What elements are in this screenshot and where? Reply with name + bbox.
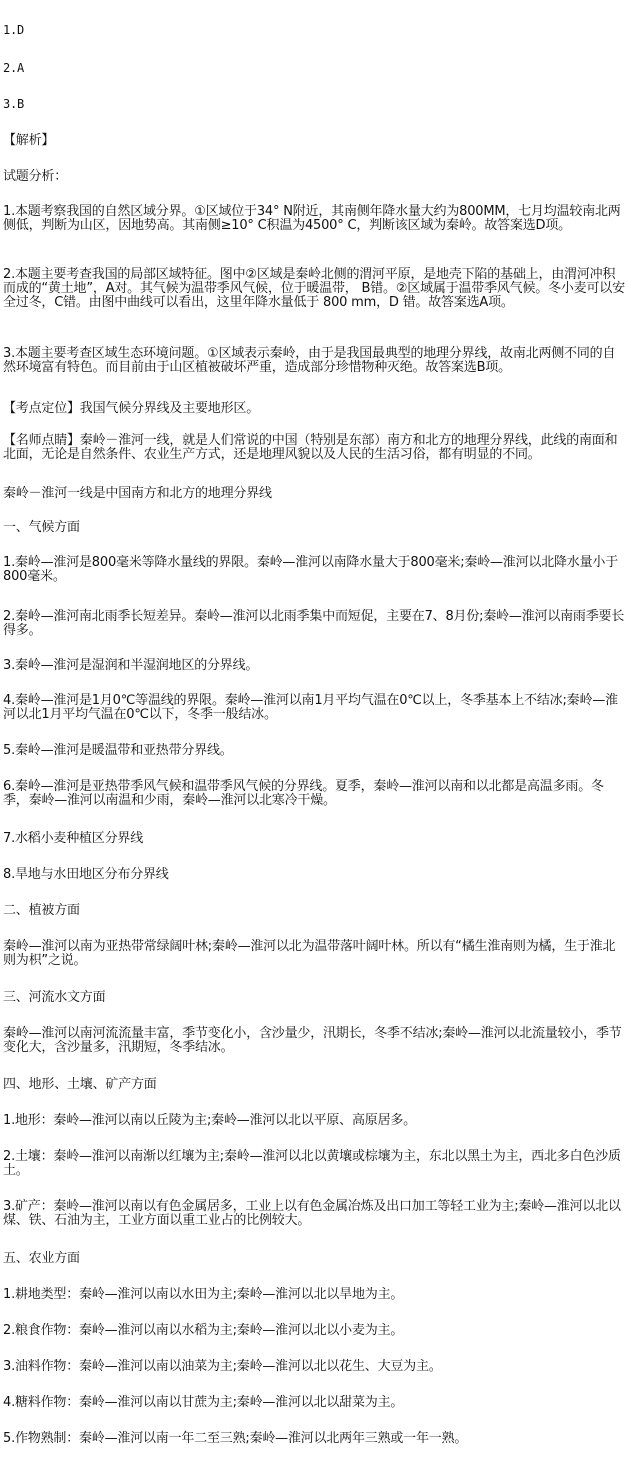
climate-item-2: 2.秦岭—淮河南北雨季长短差异。秦岭—淮河以北雨季集中而短促，主要在7、8月份;秦岭—淮河以南雨季要长得多。 [3,609,625,638]
terrain-item-1: 1.地形：秦岭—淮河以南以丘陵为主;秦岭—淮河以北以平原、高原居多。 [3,1113,416,1128]
climate-item-3: 3.秦岭—淮河是湿润和半湿润地区的分界线。 [3,658,259,673]
section-agriculture-title: 五、农业方面 [3,1251,80,1266]
agriculture-item-4: 4.糖料作物：秦岭—淮河以南以甘蔗为主;秦岭—淮河以北以甜菜为主。 [3,1395,404,1410]
analysis-item-3: 3.本题主要考查区域生态环境问题。①区域表示秦岭，由于是我国最典型的地理分界线，故南北两侧不同的自然环境富有特色。而目前由于山区植被破坏严重，造成部分珍惜物种灭绝。故答案选B项。 [3,346,616,375]
mingshi-note: 【名师点睛】秦岭－淮河一线，就是人们常说的中国（特别是东部）南方和北方的地理分界线，此线的南面和北面，无论是自然条件、农业生产方式，还是地理风貌以及人民的生活习俗，都有明显的不同。 [3,433,618,462]
analysis-intro: 试题分析： [3,169,68,184]
answer-3: 3.B [3,97,25,111]
climate-item-7: 7.水稻小麦种植区分界线 [3,831,144,846]
section-terrain-title: 四、地形、土壤、矿产方面 [3,1077,157,1092]
hydrology-text: 秦岭—淮河以南河流流量丰富，季节变化小，含沙量少，汛期长，冬季不结冰;秦岭—淮河以北流量较小，季节变化大，含沙量多，汛期短，冬季结冰。 [3,1026,622,1055]
analysis-item-1: 1.本题考察我国的自然区域分界。①区域位于34° N附近，其南侧年降水量大约为800MM，七月均温较南北两侧低，判断为山区，因地势高。其南侧≥10° C积温为4500° C，判断该区域为秦岭。故答案选D项。 [3,204,621,233]
terrain-item-2: 2.土壤：秦岭—淮河以南渐以红壤为主;秦岭—淮河以北以黄壤或棕壤为主，东北以黑土为主，西北多白色沙质土。 [3,1149,621,1178]
agriculture-item-3: 3.油料作物：秦岭—淮河以南以油菜为主;秦岭—淮河以北以花生、大豆为主。 [3,1359,442,1374]
analysis-item-2: 2.本题主要考查我国的局部区域特征。图中②区域是秦岭北侧的渭河平原，是地壳下陷的基础上，由渭河冲积而成的“黄土地”，A对。其气候为温带季风气候，位于暖温带， B错。②区域属于温带季风气候。冬小麦可以安全过冬，C错。由图中曲线可以看出，这里年降水量低于 800 mm，D 错。故答案选A项。 [3,267,625,310]
agriculture-item-5: 5.作物熟制：秦岭—淮河以南一年二至三熟;秦岭—淮河以北两年三熟或一年一熟。 [3,1431,468,1446]
section-hydrology-title: 三、河流水文方面 [3,990,106,1005]
vegetation-text: 秦岭—淮河以南为亚热带常绿阔叶林;秦岭—淮河以北为温带落叶阔叶林。所以有“橘生淮南则为橘，生于淮北则为枳”之说。 [3,939,616,968]
terrain-item-3: 3.矿产：秦岭—淮河以南以有色金属居多，工业上以有色金属冶炼及出口加工等轻工业为主;秦岭—淮河以北以煤、铁、石油为主，工业方面以重工业占的比例较大。 [3,1199,621,1228]
summary-line: 秦岭－淮河一线是中国南方和北方的地理分界线 [3,486,272,501]
climate-item-4: 4.秦岭—淮河是1月0℃等温线的界限。秦岭—淮河以南1月平均气温在0℃以上，冬季基本上不结冰;秦岭—淮河以北1月平均气温在0℃以下，冬季一般结冰。 [3,693,618,722]
answer-1: 1.D [3,23,25,37]
climate-item-8: 8.旱地与水田地区分布分界线 [3,867,169,882]
answer-2: 2.A [3,61,25,75]
climate-item-5: 5.秦岭—淮河是暖温带和亚热带分界线。 [3,743,233,758]
agriculture-item-2: 2.粮食作物：秦岭—淮河以南以水稻为主;秦岭—淮河以北以小麦为主。 [3,1323,404,1338]
section-vegetation-title: 二、植被方面 [3,903,80,918]
agriculture-item-1: 1.耕地类型：秦岭—淮河以南以水田为主;秦岭—淮河以北以旱地为主。 [3,1287,404,1302]
climate-item-1: 1.秦岭—淮河是800毫米等降水量线的界限。秦岭—淮河以南降水量大于800毫米;秦岭—淮河以北降水量小于800毫米。 [3,555,619,584]
climate-item-6: 6.秦岭—淮河是亚热带季风气候和温带季风气候的分界线。夏季，秦岭—淮河以南和以北都是高温多雨。冬季，秦岭—淮河以南温和少雨，秦岭—淮河以北寒冷干燥。 [3,779,604,808]
kaodian-note: 【考点定位】我国气候分界线及主要地形区。 [3,401,260,416]
section-climate-title: 一、气候方面 [3,520,80,535]
analysis-heading: 【解析】 [3,133,55,148]
